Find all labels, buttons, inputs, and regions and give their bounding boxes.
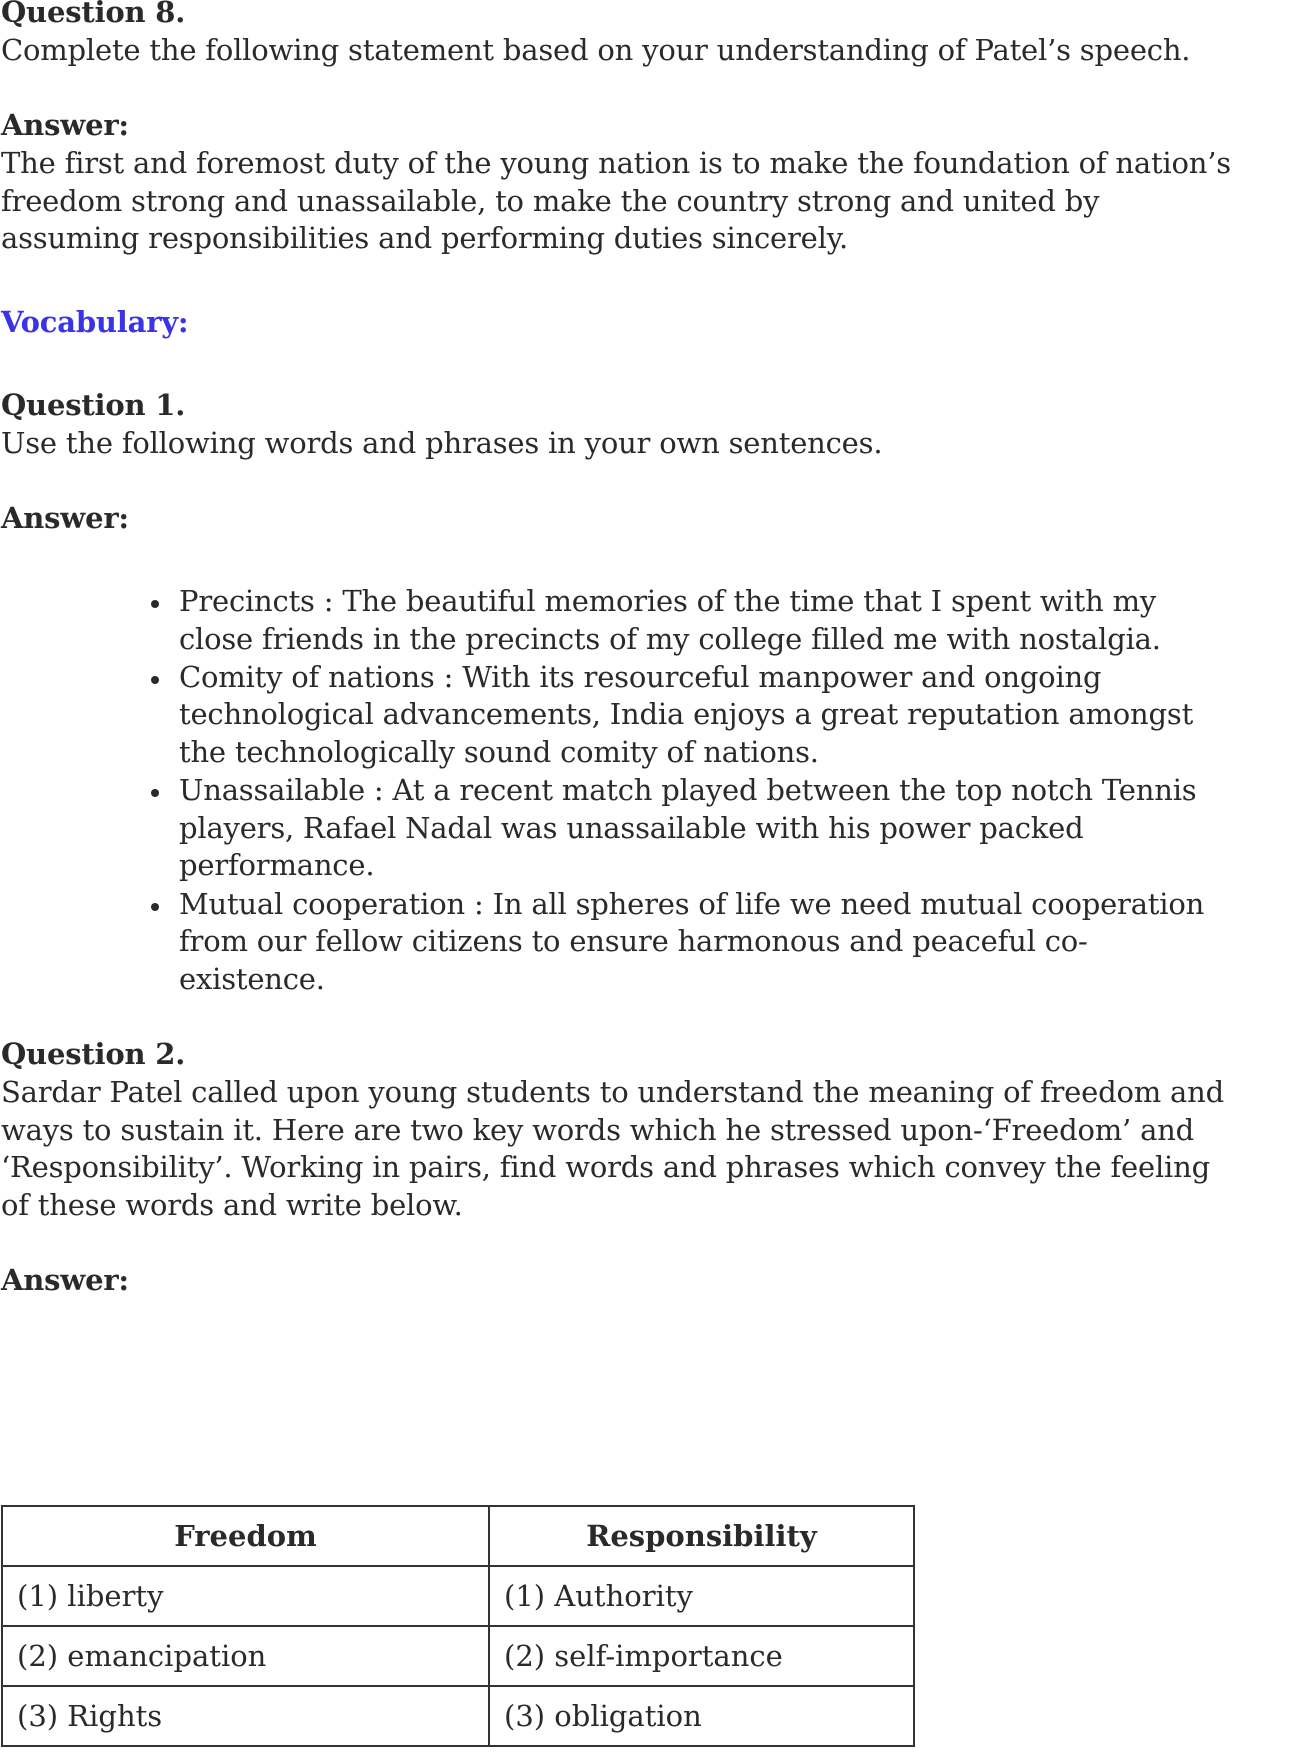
list-item-line: existence. [179,962,325,996]
table-row [2,1566,914,1626]
q1-title: Question 1. [1,388,186,422]
list-item-line: players, Rafael Nadal was unassailable with his power packed [179,811,1084,845]
q1-prompt: Use the following words and phrases in your own sentences. [1,426,883,460]
q2-prompt-line: of these words and write below. [1,1188,463,1222]
list-item-line: Mutual cooperation : In all spheres of life we need mutual cooperation [179,887,1205,921]
table-row [2,1686,914,1746]
q2-prompt-line: Sardar Patel called upon young students to understand the meaning of freedom and [1,1075,1224,1109]
list-item-line: technological advancements, India enjoys a great reputation amongst [179,697,1194,731]
bullet-icon [151,600,159,608]
q2-title: Question 2. [1,1037,186,1071]
q2-prompt-line: ways to sustain it. Here are two key words which he stressed upon-‘Freedom’ and [1,1113,1195,1147]
table-row [2,1626,914,1686]
q8-answer-line: assuming responsibilities and performing duties sincerely. [1,221,849,255]
column-header-responsibility: Responsibility [489,1506,914,1566]
bullet-icon [151,903,159,911]
table-cell: (2) emancipation [2,1626,489,1686]
q8-answer-label: Answer: [1,108,129,142]
q8-answer-line: The first and foremost duty of the young nation is to make the foundation of nation’s [1,146,1231,180]
q8-answer-line: freedom strong and unassailable, to make the country strong and united by [1,184,1100,218]
freedom-responsibility-table [1,1505,915,1747]
q1-answer-label: Answer: [1,501,129,535]
table-cell: (2) self-importance [489,1626,914,1686]
list-item-line: performance. [179,848,375,882]
vocabulary-heading: Vocabulary: [1,305,189,339]
list-item-line: Comity of nations : With its resourceful manpower and ongoing [179,660,1102,694]
table-cell: (3) obligation [489,1686,914,1746]
list-item-line: Unassailable : At a recent match played between the top notch Tennis [179,773,1197,807]
column-header-freedom: Freedom [2,1506,489,1566]
bullet-icon [151,789,159,797]
list-item-line: Precincts : The beautiful memories of the time that I spent with my [179,584,1157,618]
table-cell: (3) Rights [2,1686,489,1746]
list-item-line: the technologically sound comity of nations. [179,735,819,769]
list-item-line: close friends in the precincts of my college filled me with nostalgia. [179,622,1161,656]
q2-prompt-line: ‘Responsibility’. Working in pairs, find words and phrases which convey the feeling [1,1150,1210,1184]
table-header-row [2,1506,914,1566]
q8-prompt: Complete the following statement based on your understanding of Patel’s speech. [1,33,1191,67]
q2-answer-label: Answer: [1,1263,129,1297]
table-cell: (1) liberty [2,1566,489,1626]
list-item-line: from our fellow citizens to ensure harmonous and peaceful co- [179,924,1088,958]
q8-title: Question 8. [1,0,186,29]
bullet-icon [151,676,159,684]
table-cell: (1) Authority [489,1566,914,1626]
